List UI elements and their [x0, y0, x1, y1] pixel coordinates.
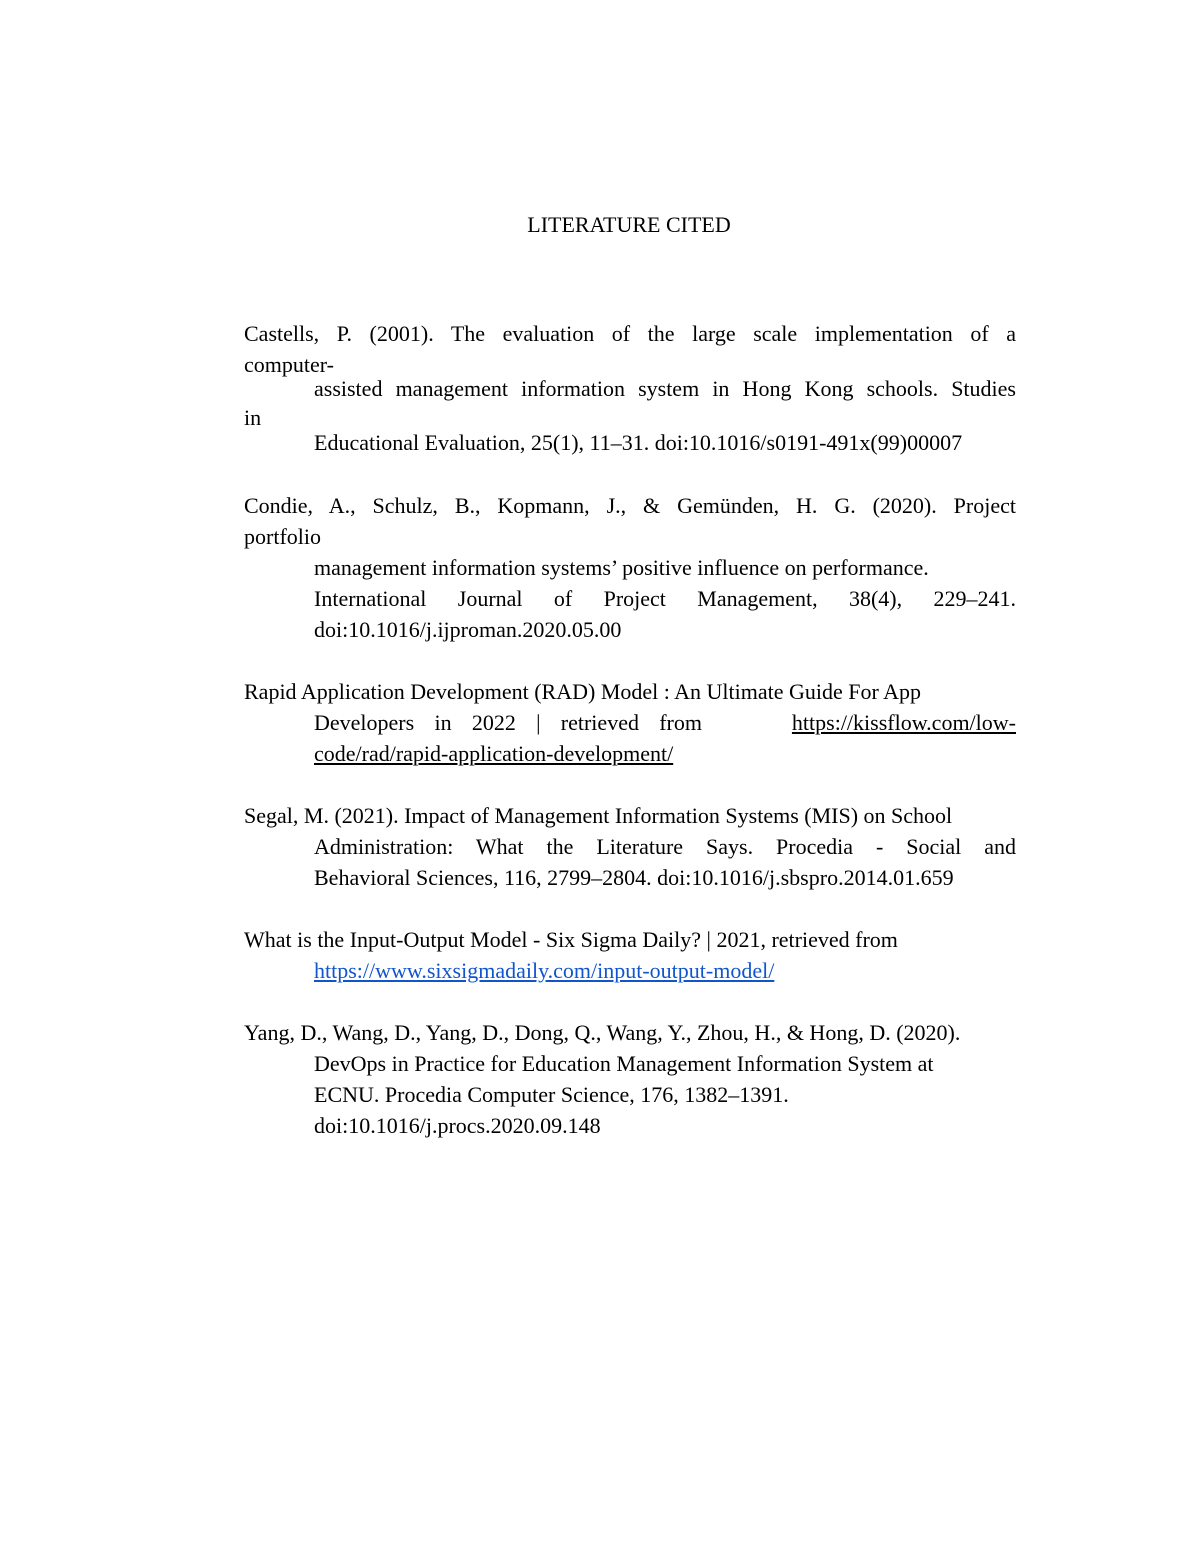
reference-line: Educational Evaluation, 25(1), 11–31. doi:10.1016/s0191-491x(99)00007	[314, 430, 963, 455]
reference-line-text	[314, 707, 702, 738]
reference-line: portfolio	[244, 524, 321, 549]
reference-line: management information systems’ positive influence on performance.	[314, 555, 929, 580]
reference-line: Condie, A., Schulz, B., Kopmann, J., & Gemünden, H. G. (2020). Project	[244, 493, 1016, 518]
reference-line: DevOps in Practice for Education Management Information System at	[314, 1051, 934, 1076]
reference-word: in	[434, 710, 452, 735]
reference-line: in	[244, 405, 262, 430]
reference-line: Yang, D., Wang, D., Yang, D., Dong, Q., Wang, Y., Zhou, H., & Hong, D. (2020).	[244, 1020, 961, 1045]
reference-line: Rapid Application Development (RAD) Model : An Ultimate Guide For App	[244, 679, 922, 704]
reference-line: Administration: What the Literature Says. Procedia - Social and	[314, 834, 1016, 859]
reference-word: from	[659, 710, 702, 735]
reference-line: Castells, P. (2001). The evaluation of the large scale implementation of a	[244, 321, 1016, 346]
reference-word: 2022	[471, 710, 516, 735]
page-title: LITERATURE CITED	[527, 212, 731, 237]
reference-line: assisted management information system in Hong Kong schools. Studies	[314, 376, 1016, 401]
reference-line: doi:10.1016/j.procs.2020.09.148	[314, 1113, 601, 1138]
kissflow-link-continued[interactable]: code/rad/rapid-application-development/	[314, 741, 674, 766]
reference-line: ECNU. Procedia Computer Science, 176, 1382–1391.	[314, 1082, 789, 1107]
reference-word: Developers	[314, 710, 415, 735]
reference-word: retrieved	[560, 710, 639, 735]
kissflow-link[interactable]: https://kissflow.com/low-	[791, 710, 1016, 735]
reference-word: |	[536, 710, 541, 735]
reference-line: doi:10.1016/j.ijproman.2020.05.00	[314, 617, 622, 642]
reference-line: Behavioral Sciences, 116, 2799–2804. doi:10.1016/j.sbspro.2014.01.659	[314, 865, 954, 890]
sixsigmadaily-link[interactable]: https://www.sixsigmadaily.com/input-output-model/	[314, 958, 775, 983]
reference-line: Segal, M. (2021). Impact of Management Information Systems (MIS) on School	[244, 803, 953, 828]
reference-line: International Journal of Project Management, 38(4), 229–241.	[314, 586, 1016, 611]
reference-line: What is the Input-Output Model - Six Sigma Daily? | 2021, retrieved from	[244, 927, 898, 952]
reference-line: computer-	[244, 352, 334, 377]
reference-line	[314, 707, 1016, 738]
